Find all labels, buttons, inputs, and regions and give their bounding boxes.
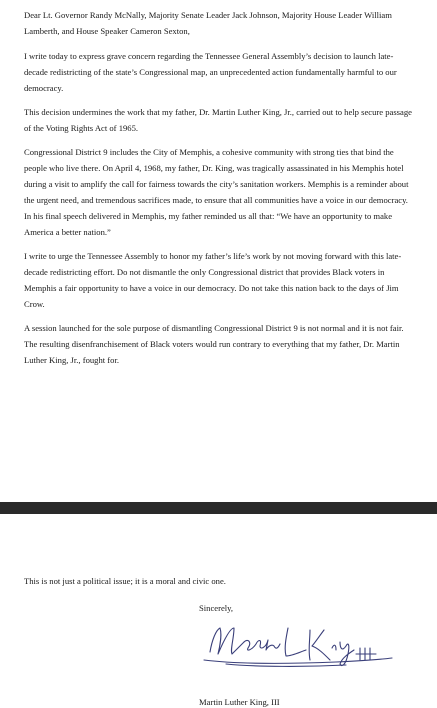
letter-paragraph-5: A session launched for the sole purpose of dismantling Congressional District 9 is not normal and it is not fair. The resulting disenfranchisement of Black voters would run contrary to everything that my father, Dr. Martin Luther King, Jr., fought for. [24,323,404,366]
signer-name: Martin Luther King, III [199,697,280,707]
letter-paragraph-2: This decision undermines the work that my father, Dr. Martin Luther King, Jr., carried out to help secure passage of the Voting Rights Act of 1965. [24,107,412,133]
letter-body [24,8,414,378]
letter-paragraph-1: I write today to express grave concern regarding the Tennessee General Assembly’s decision to launch late-decade redistricting of the state’s Congressional map, an unprecedented action fundamentally harmful to our democracy. [24,50,397,93]
letter-page-bottom [0,514,437,708]
letter-closing-line: This is not just a political issue; it is a moral and civic one. [24,576,226,586]
letter-paragraph-3: Congressional District 9 includes the City of Memphis, a cohesive community with strong ties that bind the people who live there. On April 4, 1968, my father, Dr. King, was tragically assassinated in his Memphis hotel during a visit to amplify the call for fairness towards the city’s sanitation workers. Memphis is a reminder about the urgent need, and tremendous sacrifices made, to ensure that all communities have a voice in our democracy. In his final speech delivered in Memphis, my father reminded us all that: “We have an opportunity to make America a better nation.” [24,147,409,237]
letter-valediction: Sincerely, [199,603,234,613]
letter-paragraph-4: I write to urge the Tennessee Assembly to honor my father’s life’s work by not moving forward with this late-decade redistricting effort. Do not dismantle the only Congressional district that provides Black voters in Memphis a fair opportunity to have a voice in our democracy. Do not take this nation back to the days of Jim Crow. [24,251,402,309]
letter-salutation: Dear Lt. Governor Randy McNally, Majority Senate Leader Jack Johnson, Majority House Leader William Lamberth, and House Speaker Cameron Sexton, [24,10,392,36]
handwritten-signature [196,620,396,674]
page-separator-bar [0,502,437,514]
